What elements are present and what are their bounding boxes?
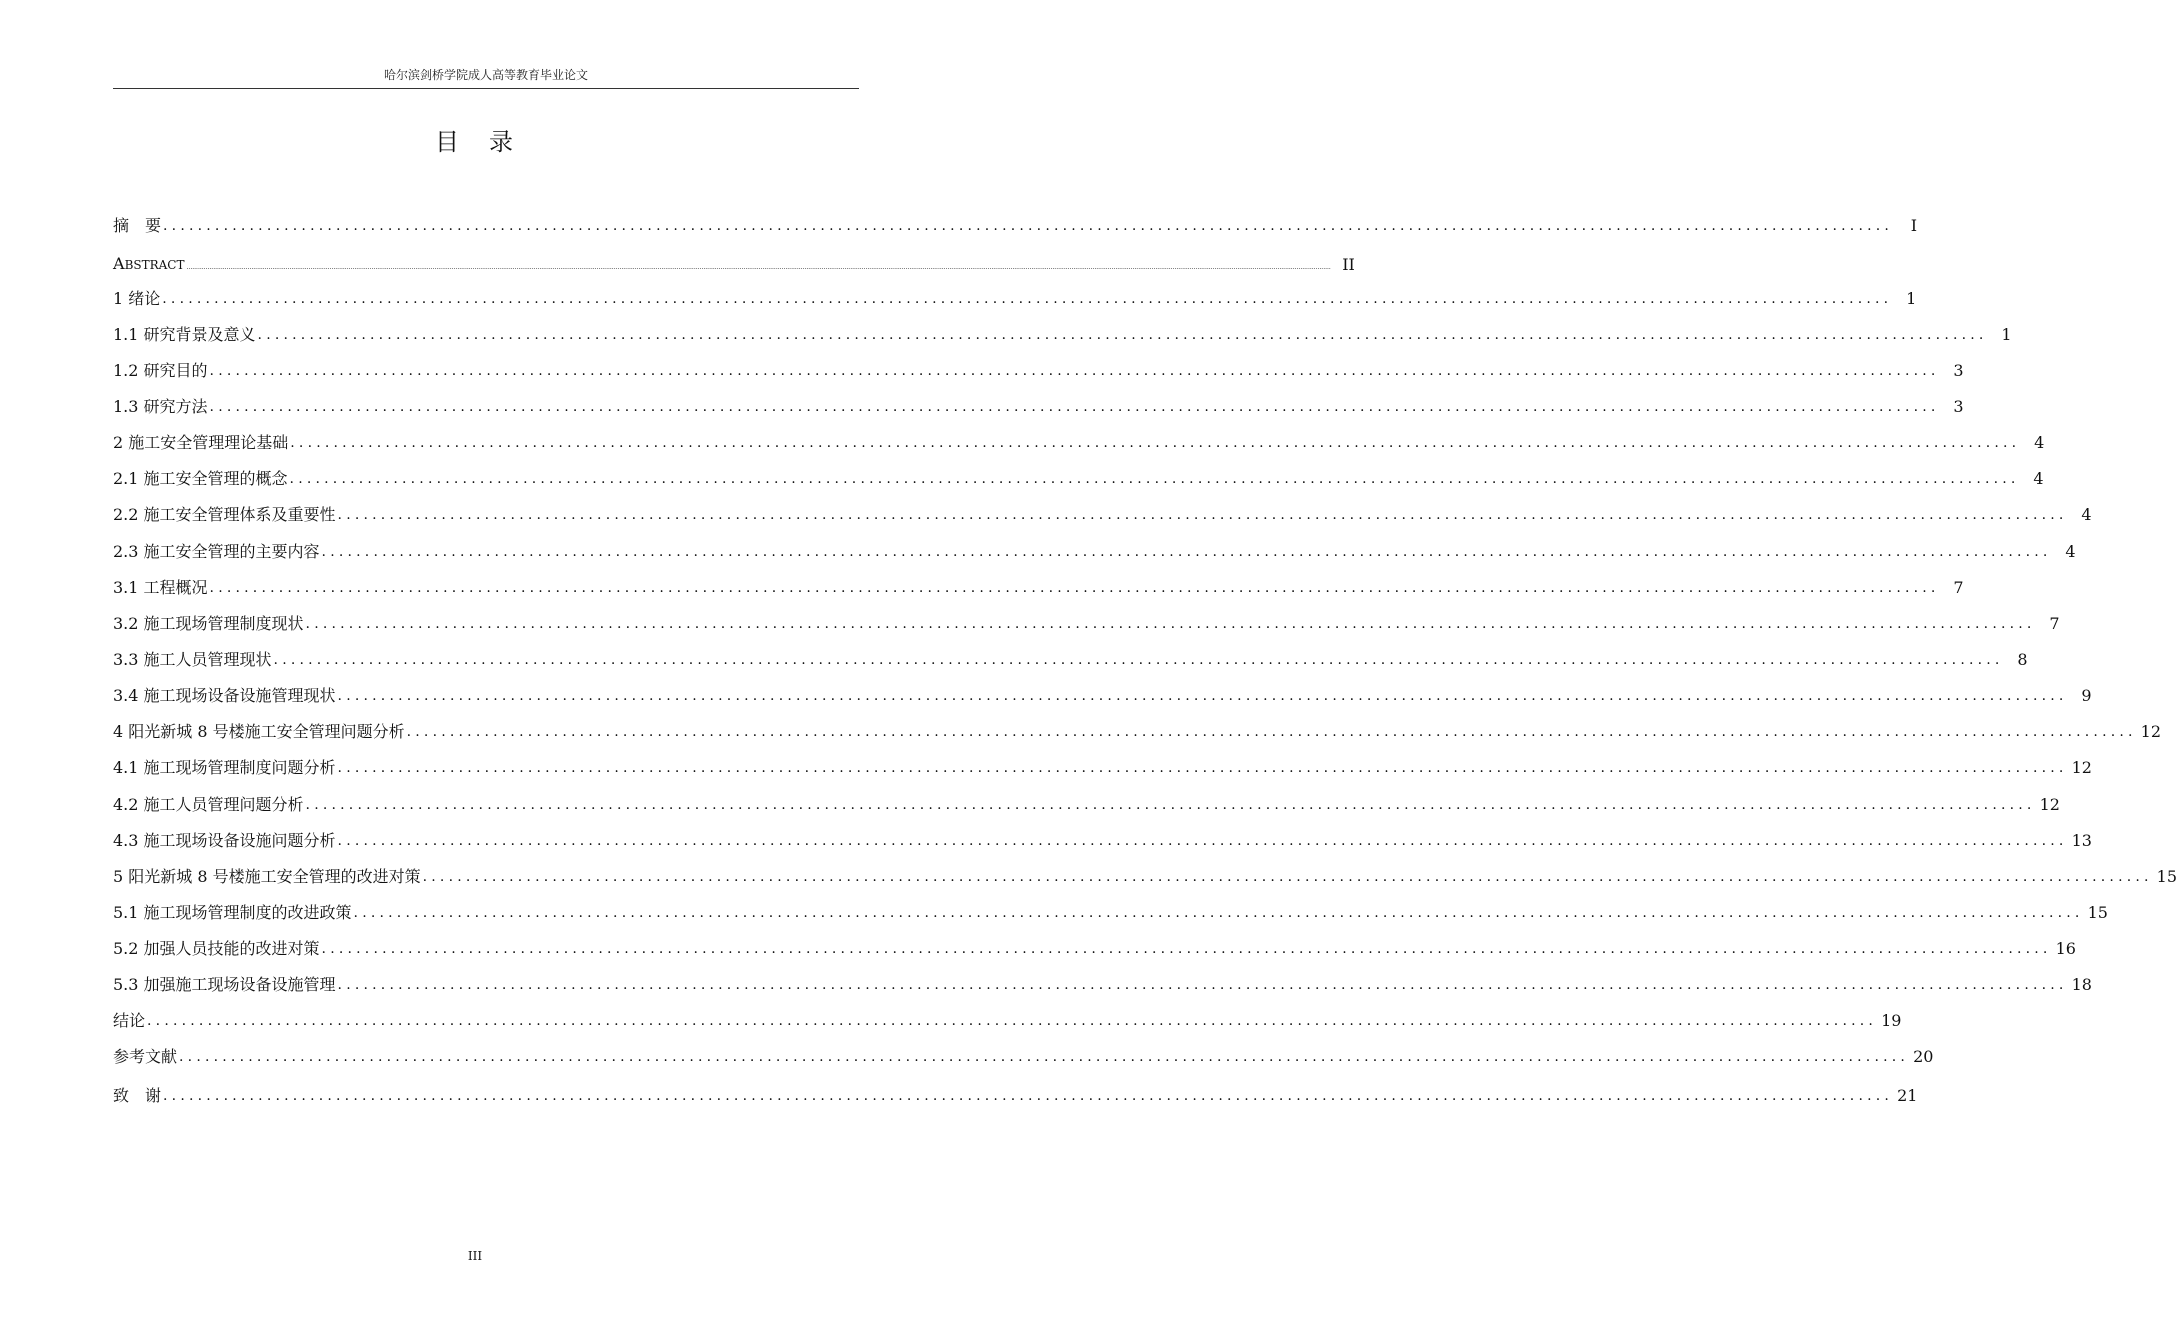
toc-entry-page: 12 — [2140, 722, 2162, 741]
toc-entry-label: 1.3 研究方法 — [113, 397, 208, 416]
toc-entry-label: 致 谢 — [113, 1086, 162, 1105]
toc-entry-label: 5.1 施工现场管理制度的改进政策 — [113, 903, 352, 922]
toc-title — [0, 122, 950, 157]
toc-entry-label: 3.1 工程概况 — [113, 578, 208, 597]
toc-entry-page: 7 — [1953, 578, 1964, 597]
toc-entry[interactable] — [113, 576, 1964, 600]
toc-entry-page: 19 — [1881, 1011, 1902, 1030]
toc-entry[interactable] — [113, 756, 2092, 780]
page-header: 哈尔滨剑桥学院成人高等教育毕业论文 — [383, 68, 588, 82]
toc-leader-dots: ........................................................................................................................................................................................................ — [321, 941, 2052, 957]
toc-entry[interactable] — [113, 540, 2076, 564]
toc-entry[interactable] — [113, 287, 1917, 311]
toc-entry-page: 18 — [2071, 975, 2092, 994]
toc-entry[interactable] — [113, 431, 2045, 455]
toc-entry[interactable] — [113, 648, 2028, 672]
toc-entry[interactable] — [113, 503, 2092, 527]
toc-entry-page: 15 — [2087, 903, 2108, 922]
toc-leader-dots: ........................................................................................................................................................................................................ — [305, 797, 2036, 813]
toc-entry[interactable] — [113, 467, 2044, 491]
toc-entry-page: 7 — [2049, 614, 2060, 633]
toc-entry-label: 3.4 施工现场设备设施管理现状 — [113, 686, 336, 705]
toc-entry-page: 21 — [1897, 1086, 1918, 1105]
toc-entry-page: 15 — [2156, 867, 2177, 886]
toc-leader-dots: ........................................................................................................................................................................................................ — [209, 399, 1940, 415]
toc-entry[interactable] — [113, 1045, 1934, 1069]
toc-entry[interactable] — [113, 214, 1918, 238]
toc-leader-dots: ........................................................................................................................................................................................................ — [337, 688, 2068, 704]
toc-entry-page: 8 — [2017, 650, 2028, 669]
toc-title-part2: 录 — [489, 128, 515, 156]
toc-title-part1: 目 — [435, 128, 461, 156]
toc-entry-page: 12 — [2039, 795, 2060, 814]
toc-leader-dots: ........................................................................................................................................................................................................ — [321, 544, 2052, 560]
toc-entry-label-smallcaps: BSTRACT — [124, 258, 185, 272]
toc-entry-label: 4 阳光新城 8 号楼施工安全管理问题分析 — [113, 722, 405, 741]
toc-entry-label: 3.2 施工现场管理制度现状 — [113, 614, 304, 633]
toc-leader-dots: ........................................................................................................................................................................................................ — [337, 833, 2068, 849]
toc-entry-label: 5.3 加强施工现场设备设施管理 — [113, 975, 336, 994]
toc-leader-dots: ........................................................................................................................................................................................................ — [163, 218, 1894, 234]
toc-entry-page: 1 — [1906, 289, 1917, 308]
toc-entry-label: 4.2 施工人员管理问题分析 — [113, 795, 304, 814]
toc-entry-page: 4 — [2081, 505, 2092, 524]
toc-entry[interactable] — [113, 720, 2162, 744]
toc-entry-page: 3 — [1953, 397, 1964, 416]
toc-entry[interactable] — [113, 937, 2076, 961]
toc-entry[interactable] — [113, 865, 2177, 889]
toc-entry-page: 20 — [1913, 1047, 1934, 1066]
toc-leader-dots: ........................................................................................................................................................................................................ — [422, 869, 2153, 885]
toc-entry-label-initial: A — [113, 254, 125, 273]
toc-entry-page: II — [1342, 255, 1355, 274]
toc-leader-dots: ........................................................................................................................................................................................................ — [290, 435, 2021, 451]
toc-entry-label: 2.3 施工安全管理的主要内容 — [113, 542, 320, 561]
toc-leader-dots: ........................................................................................................................................................................................................................................................................................................................................................................................................................................................................................................................................................................................................................ — [186, 264, 1331, 271]
toc-leader-dots: ........................................................................................................................................................................................................ — [289, 471, 2020, 487]
toc-leader-dots: ........................................................................................................................................................................................................ — [337, 977, 2068, 993]
toc-entry[interactable] — [113, 829, 2092, 853]
toc-leader-dots: ........................................................................................................................................................................................................ — [337, 760, 2068, 776]
toc-entry[interactable] — [113, 973, 2092, 997]
toc-entry-label: 2.1 施工安全管理的概念 — [113, 469, 288, 488]
toc-entry[interactable] — [113, 395, 1964, 419]
toc-entry-label: 4.1 施工现场管理制度问题分析 — [113, 758, 336, 777]
toc-entry[interactable] — [113, 1009, 1902, 1033]
toc-entry-label — [113, 252, 185, 277]
toc-leader-dots: ........................................................................................................................................................................................................ — [273, 652, 2004, 668]
toc-entry-label: 摘 要 — [113, 216, 162, 235]
toc-leader-dots: ........................................................................................................................................................................................................ — [209, 363, 1940, 379]
toc-entry[interactable] — [113, 253, 1355, 277]
toc-entry[interactable] — [113, 359, 1964, 383]
toc-entry-page: 1 — [2001, 325, 2012, 344]
toc-entry[interactable] — [113, 793, 2060, 817]
toc-entry-label: 4.3 施工现场设备设施问题分析 — [113, 831, 336, 850]
toc-entry-label: 5 阳光新城 8 号楼施工安全管理的改进对策 — [113, 867, 421, 886]
toc-entry-page: 3 — [1953, 361, 1964, 380]
toc-leader-dots: ........................................................................................................................................................................................................ — [147, 1013, 1878, 1029]
toc-entry-page: 12 — [2071, 758, 2092, 777]
toc-entry-page: 9 — [2081, 686, 2092, 705]
toc-entry-label: 3.3 施工人员管理现状 — [113, 650, 272, 669]
toc-leader-dots: ........................................................................................................................................................................................................ — [179, 1049, 1910, 1065]
toc-entry[interactable] — [113, 684, 2092, 708]
toc-entry[interactable] — [113, 323, 2012, 347]
toc-entry[interactable] — [113, 901, 2108, 925]
toc-leader-dots: ........................................................................................................................................................................................................ — [305, 616, 2036, 632]
toc-entry-page: 4 — [2034, 433, 2045, 452]
toc-entry-label: 2 施工安全管理理论基础 — [113, 433, 289, 452]
toc-leader-dots: ........................................................................................................................................................................................................ — [337, 507, 2068, 523]
toc-entry-page: 16 — [2055, 939, 2076, 958]
toc-entry-page: 13 — [2071, 831, 2092, 850]
toc-entry[interactable] — [113, 612, 2060, 636]
toc-entry-label: 结论 — [113, 1011, 146, 1030]
toc-entry-label: 1.1 研究背景及意义 — [113, 325, 256, 344]
toc-leader-dots: ........................................................................................................................................................................................................ — [162, 291, 1893, 307]
header-divider — [113, 88, 859, 89]
toc-entry-page: 4 — [2033, 469, 2044, 488]
page-number: III — [467, 1249, 483, 1263]
toc-entry[interactable] — [113, 1084, 1918, 1108]
toc-leader-dots: ........................................................................................................................................................................................................ — [209, 580, 1940, 596]
toc-entry-page: I — [1910, 216, 1918, 235]
toc-entry-label: 2.2 施工安全管理体系及重要性 — [113, 505, 336, 524]
toc-entry-page: 4 — [2065, 542, 2076, 561]
toc-entry-label: 1.2 研究目的 — [113, 361, 208, 380]
toc-entry-label: 5.2 加强人员技能的改进对策 — [113, 939, 320, 958]
toc-entry-label: 1 绪论 — [113, 289, 161, 308]
toc-entry-label: 参考文献 — [113, 1047, 178, 1066]
toc-leader-dots: ........................................................................................................................................................................................................ — [163, 1088, 1894, 1104]
toc-leader-dots: ........................................................................................................................................................................................................ — [257, 327, 1988, 343]
toc-leader-dots: ........................................................................................................................................................................................................ — [406, 724, 2137, 740]
toc-leader-dots: ........................................................................................................................................................................................................ — [353, 905, 2084, 921]
